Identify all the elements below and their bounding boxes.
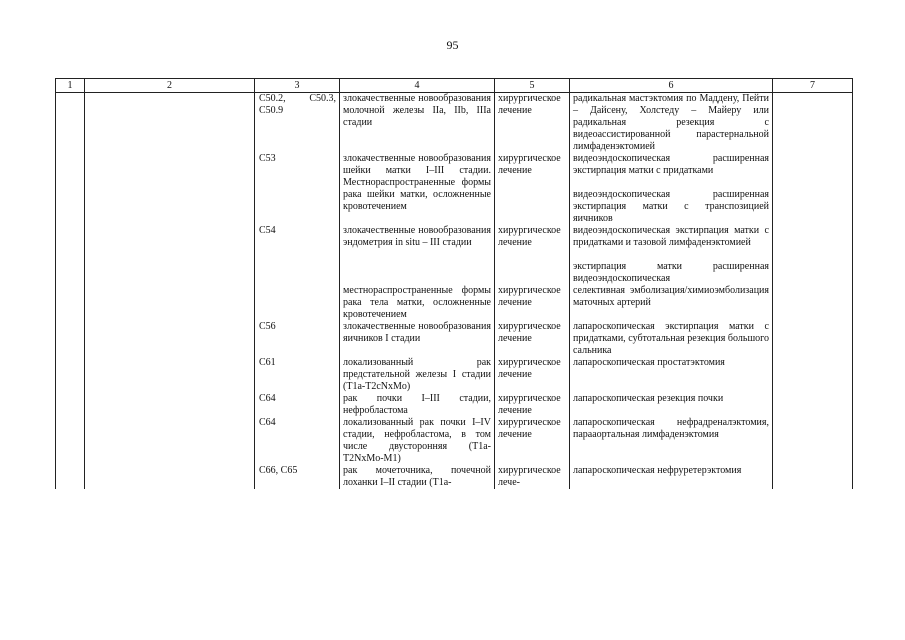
method-cell <box>570 285 773 321</box>
cell-col1 <box>56 417 85 465</box>
cell-col7 <box>773 357 853 393</box>
icd-code-cell: C61 <box>255 357 340 393</box>
icd-code-cell: C50.2, C50.3, C50.9 <box>255 93 340 154</box>
icd-code-cell <box>255 285 340 321</box>
icd-code-cell: C54 <box>255 225 340 285</box>
column-number-7: 7 <box>773 79 853 93</box>
medical-procedures-table <box>55 78 853 489</box>
icd-code-cell: C64 <box>255 417 340 465</box>
method-cell <box>570 357 773 393</box>
cell-col2 <box>85 393 255 417</box>
diagnosis-cell <box>340 357 495 393</box>
method-text: экстирпация матки расширенная видеоэндоскопическая <box>573 261 769 284</box>
diagnosis-text: рак почки I–III стадии, нефробластома <box>343 393 491 416</box>
diagnosis-text: злокачественные новообразования эндометрия in situ – III стадии <box>343 225 491 248</box>
diagnosis-text: местнораспространенные формы рака тела матки, осложненные кровотечением <box>343 285 491 320</box>
cell-col1 <box>56 465 85 489</box>
diagnosis-cell <box>340 465 495 489</box>
icd-code-cell: C53 <box>255 153 340 225</box>
diagnosis-cell <box>340 93 495 154</box>
method-text: радикальная мастэктомия по Маддену, Пейти – Дайсену, Холстеду – Майеру или радикальная резекция с видеоассистированной парастернальной лимфаденэктомией <box>573 93 769 152</box>
diagnosis-cell <box>340 321 495 357</box>
cell-col1 <box>56 321 85 357</box>
treatment-cell: хирургическое лечение <box>495 321 570 357</box>
treatment-cell: хирургическое лечение <box>495 417 570 465</box>
cell-col7 <box>773 153 853 225</box>
cell-col1 <box>56 93 85 154</box>
treatment-cell: хирургическое лече- <box>495 465 570 489</box>
icd-code-cell: C56 <box>255 321 340 357</box>
table-row <box>56 93 853 154</box>
table-header-row <box>56 79 853 93</box>
method-text: видеоэндоскопическая экстирпация матки с придатками и тазовой лимфаденэктомией <box>573 225 769 248</box>
diagnosis-text: злокачественные новообразования молочной железы IIa, IIb, IIIa стадии <box>343 93 491 128</box>
method-cell <box>570 465 773 489</box>
cell-col2 <box>85 225 255 285</box>
cell-col7 <box>773 285 853 321</box>
diagnosis-cell <box>340 393 495 417</box>
cell-col1 <box>56 225 85 285</box>
treatment-cell: хирургическое лечение <box>495 393 570 417</box>
diagnosis-cell <box>340 225 495 285</box>
method-cell <box>570 225 773 285</box>
table-row <box>56 393 853 417</box>
treatment-cell: хирургическое лечение <box>495 225 570 285</box>
diagnosis-text: локализованный рак почки I–IV стадии, нефробластома, в том числе двусторонняя (T1a-T2NxMo-M1) <box>343 417 491 464</box>
cell-col2 <box>85 417 255 465</box>
method-cell <box>570 393 773 417</box>
cell-col1 <box>56 357 85 393</box>
method-cell <box>570 93 773 154</box>
table-row <box>56 357 853 393</box>
diagnosis-cell <box>340 153 495 225</box>
method-text: видеоэндоскопическая расширенная экстирпация матки с придатками <box>573 153 769 176</box>
method-text: лапароскопическая нефрадреналэктомия, парааортальная лимфаденэктомия <box>573 417 769 440</box>
cell-col7 <box>773 321 853 357</box>
treatment-cell: хирургическое лечение <box>495 153 570 225</box>
cell-col7 <box>773 417 853 465</box>
method-text: лапароскопическая простатэктомия <box>573 357 725 368</box>
treatment-cell: хирургическое лечение <box>495 285 570 321</box>
column-number-4: 4 <box>340 79 495 93</box>
method-cell <box>570 321 773 357</box>
cell-col1 <box>56 285 85 321</box>
diagnosis-text: рак мочеточника, почечной лоханки I–II стадии (T1a- <box>343 465 491 488</box>
cell-col7 <box>773 225 853 285</box>
method-text: лапароскопическая экстирпация матки с придатками, субтотальная резекция большого сальника <box>573 321 769 356</box>
icd-code-cell: C66, C65 <box>255 465 340 489</box>
diagnosis-text: локализованный рак предстательной железы I стадии (T1a-T2cNxMo) <box>343 357 491 392</box>
column-number-5: 5 <box>495 79 570 93</box>
column-number-3: 3 <box>255 79 340 93</box>
method-cell <box>570 153 773 225</box>
cell-col7 <box>773 465 853 489</box>
column-number-1: 1 <box>56 79 85 93</box>
cell-col7 <box>773 393 853 417</box>
cell-col2 <box>85 357 255 393</box>
table-row <box>56 285 853 321</box>
cell-col7 <box>773 93 853 154</box>
diagnosis-text: злокачественные новообразования яичников I стадии <box>343 321 491 344</box>
method-cell <box>570 417 773 465</box>
method-text: лапароскопическая резекция почки <box>573 393 724 404</box>
cell-col2 <box>85 321 255 357</box>
method-text: селективная эмболизация/химиоэмболизация маточных артерий <box>573 285 769 308</box>
method-text: видеоэндоскопическая расширенная экстирпация матки с транспозицией яичников <box>573 189 769 224</box>
diagnosis-cell <box>340 285 495 321</box>
icd-code-cell: C64 <box>255 393 340 417</box>
page-number: 95 <box>446 38 459 52</box>
cell-col2 <box>85 285 255 321</box>
cell-col2 <box>85 153 255 225</box>
treatment-cell: хирургическое лечение <box>495 357 570 393</box>
table-row <box>56 225 853 285</box>
column-number-2: 2 <box>85 79 255 93</box>
cell-col2 <box>85 93 255 154</box>
diagnosis-cell <box>340 417 495 465</box>
table-row <box>56 153 853 225</box>
treatment-cell: хирургическое лечение <box>495 93 570 154</box>
table-row <box>56 321 853 357</box>
table-row <box>56 465 853 489</box>
column-number-6: 6 <box>570 79 773 93</box>
method-text: лапароскопическая нефруретерэктомия <box>573 465 742 476</box>
cell-col1 <box>56 393 85 417</box>
diagnosis-text: злокачественные новообразования шейки матки I–III стадии. Местнораспространенные формы рака шейки матки, осложненные кровотечением <box>343 153 491 212</box>
table-row <box>56 417 853 465</box>
cell-col2 <box>85 465 255 489</box>
cell-col1 <box>56 153 85 225</box>
